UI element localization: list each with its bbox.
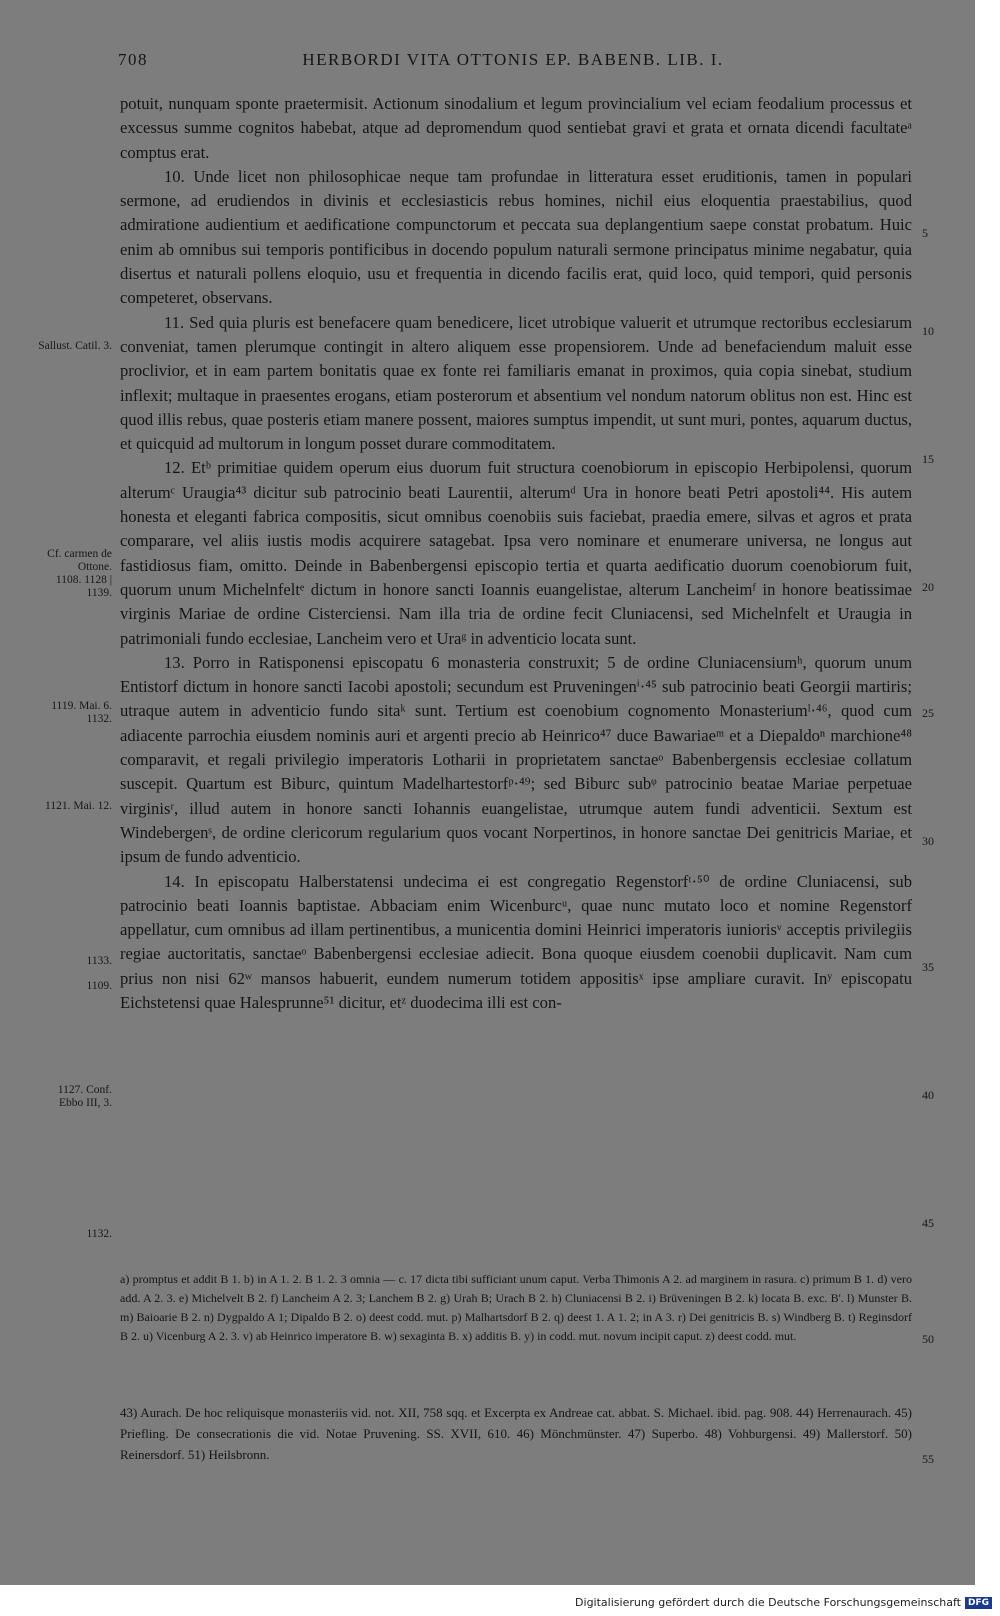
margin-note: Sallust. Catil. 3.	[38, 340, 112, 352]
paragraph-10: 10. Unde licet non philosophicae neque tam profundae in litteratura esset eruditionis, tamen in populari sermone, ad erudiendos in divinis et ecclesiasticis rebus homines, nichil eius eloquentia praestabilius, quod admiratione audientium et aedificatione compunctorum et peccata sua deplangentium saepe constat probatum. Huic enim ab omnibus sui temporis pontificibus in docendo populum naturali sermone principatus minime negabatur, quia disertus et naturali pollens eloquio, usu et frequentia in dicendo facilis erat, quid loco, quid tempori, quid personis competeret, observans.	[120, 166, 912, 308]
line-number: 55	[922, 1452, 934, 1466]
margin-note: 1108. 1128 | 1139.	[55, 574, 112, 599]
dfg-logo: DFG	[965, 1597, 992, 1609]
line-number: 5	[922, 226, 928, 240]
line-number: 40	[922, 1088, 934, 1102]
page-header	[118, 50, 908, 80]
margin-note: 1121. Mai. 12.	[45, 800, 112, 812]
margin-note: 1109.	[86, 980, 112, 992]
paragraph-11: 11. Sed quia pluris est benefacere quam benedicere, licet utrobique valuerit et utrumque rectoribus ecclesiarum conveniat, tamen plerumque contingit in altero aliquem esse propensiorem. Unde ad benefaciendum maluit esse proclivior, et in eam partem bonitatis quae ex fonte rei familiaris emanat in proximos, quia copia sinebat, studium inflexit; multaque in praesentes erogans, etiam posterorum et absentium vel nondum natorum oblitus non est. Hinc est quod illis rebus, quae posteris etiam manere possent, maiores sumptus impendit, ut sunt muri, pontes, aquarum ductus, et quicquid ad multorum in longum posset durare commoditatem.	[120, 312, 912, 454]
line-number: 45	[922, 1216, 934, 1230]
margin-note: Cf. carmen de Ottone.	[47, 548, 112, 573]
line-number: 10	[922, 324, 934, 338]
paragraph-13: 13. Porro in Ratisponensi episcopatu 6 monasteria construxit; 5 de ordine Cluniacensiumʰ, quorum unum Entistorf dictum in honore sancti Iacobi apostoli; secundum est Pruveningenⁱ·⁴⁵ sub patrocinio beati Georgii martiris; utraque autem in adventicio fundo sitaᵏ sunt. Tertium est coenobium cognomento Monasteriumˡ·⁴⁶, quod cum adiacente parrochia eiusdem nominis auri et argenti precio ab Heinrico⁴⁷ duce Bawariaeᵐ et a Diepaldoⁿ marchione⁴⁸ comparavit, et regali privilegio imperatoris Lotharii in proprietatem sanctaeᵒ Babenbergensis ecclesiae collatum suscepit. Quartum est Biburc, quintum Madelhartestorfᵖ·⁴⁹; sed Biburc subᵠ patrocinio beatae Mariae perpetuae virginisʳ, illud autem in honore sancti Iohannis euangelistae, utrumque autem fundi adventicii. Sextum est Windebergenˢ, de ordine clericorum regularium quos vocant Norpertinos, in honore sanctae Dei genitricis Mariae, et ipsum de fundo adventicio.	[120, 652, 912, 867]
line-number: 35	[922, 960, 934, 974]
editorial-notes: 43) Aurach. De hoc reliquisque monasteriis vid. not. XII, 758 sqq. et Excerpta ex Andreae cat. abbat. S. Michael. ibid. pag. 908. 44) Herrenaurach. 45) Priefling. De consecrationis die vid. Notae Pruvening. SS. XVII, 610. 46) Mönchmünster. 47) Superbo. 48) Vohburgensi. 49) Mallerstorf. 50) Reinersdorf. 51) Heilsbronn.	[120, 1405, 912, 1462]
margin-note: 1119. Mai. 6. 1132.	[51, 700, 112, 725]
critical-apparatus: a) promptus et addit B 1. b) in A 1. 2. B 1. 2. 3 omnia — c. 17 dicta tibi sufficiant unum caput. Verba Thimonis A 2. ad marginem in rasura. c) primum B 1. d) vero add. A 2. 3. e) Michelvelt B 2. f) Lancheim A 2. 3; Lanchem B 2. g) Urah B; Urach B 2. h) Cluniacensi B 2. i) Brüveningen B 2. k) locata B. exc. B'. l) Munster B. m) Baioarie B 2. n) Dygpaldo A 1; Dipaldo B 2. o) deest codd. mut. p) Malhartsdorf B 2. q) deest 1. A 1. 2; in A 3. r) Dei genitricis B. s) Windberg B. t) Reginsdorf B 2. u) Vicenburg A 2. 3. v) ab Heinrico imperatore B. w) sexaginta B. x) additis B. y) in codd. mut. novum incipit caput. z) deest codd. mut.	[120, 1272, 912, 1343]
main-text	[120, 92, 912, 1015]
running-title: HERBORDI VITA OTTONIS EP. BABENB. LIB. I.	[302, 50, 724, 69]
margin-note: 1132.	[86, 1228, 112, 1240]
digitization-footer	[575, 1596, 992, 1609]
line-number: 20	[922, 580, 934, 594]
paragraph-continuation: potuit, nunquam sponte praetermisit. Actionum sinodalium et legum provincialium vel eciam feodalium processus et excessus summe cognitos habebat, atque ad depromendum quod sentiebat gravi et grata et ornata dicendi facultateᵃ comptus erat.	[120, 94, 912, 162]
margin-note: 1133.	[86, 955, 112, 967]
line-number: 15	[922, 452, 934, 466]
footer-text: Digitalisierung gefördert durch die Deutsche Forschungsgemeinschaft	[575, 1596, 961, 1609]
line-number: 30	[922, 834, 934, 848]
line-number: 50	[922, 1332, 934, 1346]
page-number: 708	[118, 50, 148, 69]
line-number: 25	[922, 706, 934, 720]
paragraph-12: 12. Etᵇ primitiae quidem operum eius duorum fuit structura coenobiorum in episcopio Herbipolensi, quorum alterumᶜ Uraugia⁴³ dicitur sub patrocinio beati Laurentii, alterumᵈ Ura in honore beati Petri apostoli⁴⁴. His autem honesta et eleganti fabrica compositis, sicut omnibus coenobiis suis faciebat, praedia emere, silvas et agros et prata comparare, vel aliis iustis modis acquirere satagebat. Ipsa vero nominare et enumerare universa, ne longus aut fastidiosus fiam, omitto. Deinde in Babenbergensi episcopio tertia et quarta aedificatio duorum coenobiorum fuit, quorum unum Michelnfeltᵉ dictum in honore sancti Ioannis euangelistae, alterum Lancheimᶠ in honore beatissimae virginis Mariae de ordine Cisterciensi. Nam illa tria de ordine fecit Cluniacensi, sed Michelnfelt et Uraugia in patrimoniali fundo ecclesiae, Lancheim vero et Uraᵍ in adventicio locata sunt.	[120, 458, 912, 648]
margin-note: 1127. Conf. Ebbo III, 3.	[57, 1084, 112, 1109]
paragraph-14: 14. In episcopatu Halberstatensi undecima ei est congregatio Regenstorfᵗ·⁵⁰ de ordine Cluniacensi, sub patrocinio beati Ioannis baptistae. Abbaciam enim Wicenburcᵘ, quae nunc mutato loco et nomine Regenstorf appellatur, cum omnibus ad illam pertinentibus, a municentia domini Heinrici imperatoris iuniorisᵛ acceptis privilegiis regiae auctoritatis, sanctaeᵒ Babenbergensi ecclesiae adiecit. Bona quoque eiusdem coenobii duplicavit. Nam cum prius non nisi 62ʷ mansos habuerit, eundem numerum totidem appositisˣ ipse ampliare curavit. Inʸ episcopatu Eichstetensi quae Halesprunne⁵¹ dicitur, etᶻ duodecima illi est con-	[120, 871, 912, 1012]
